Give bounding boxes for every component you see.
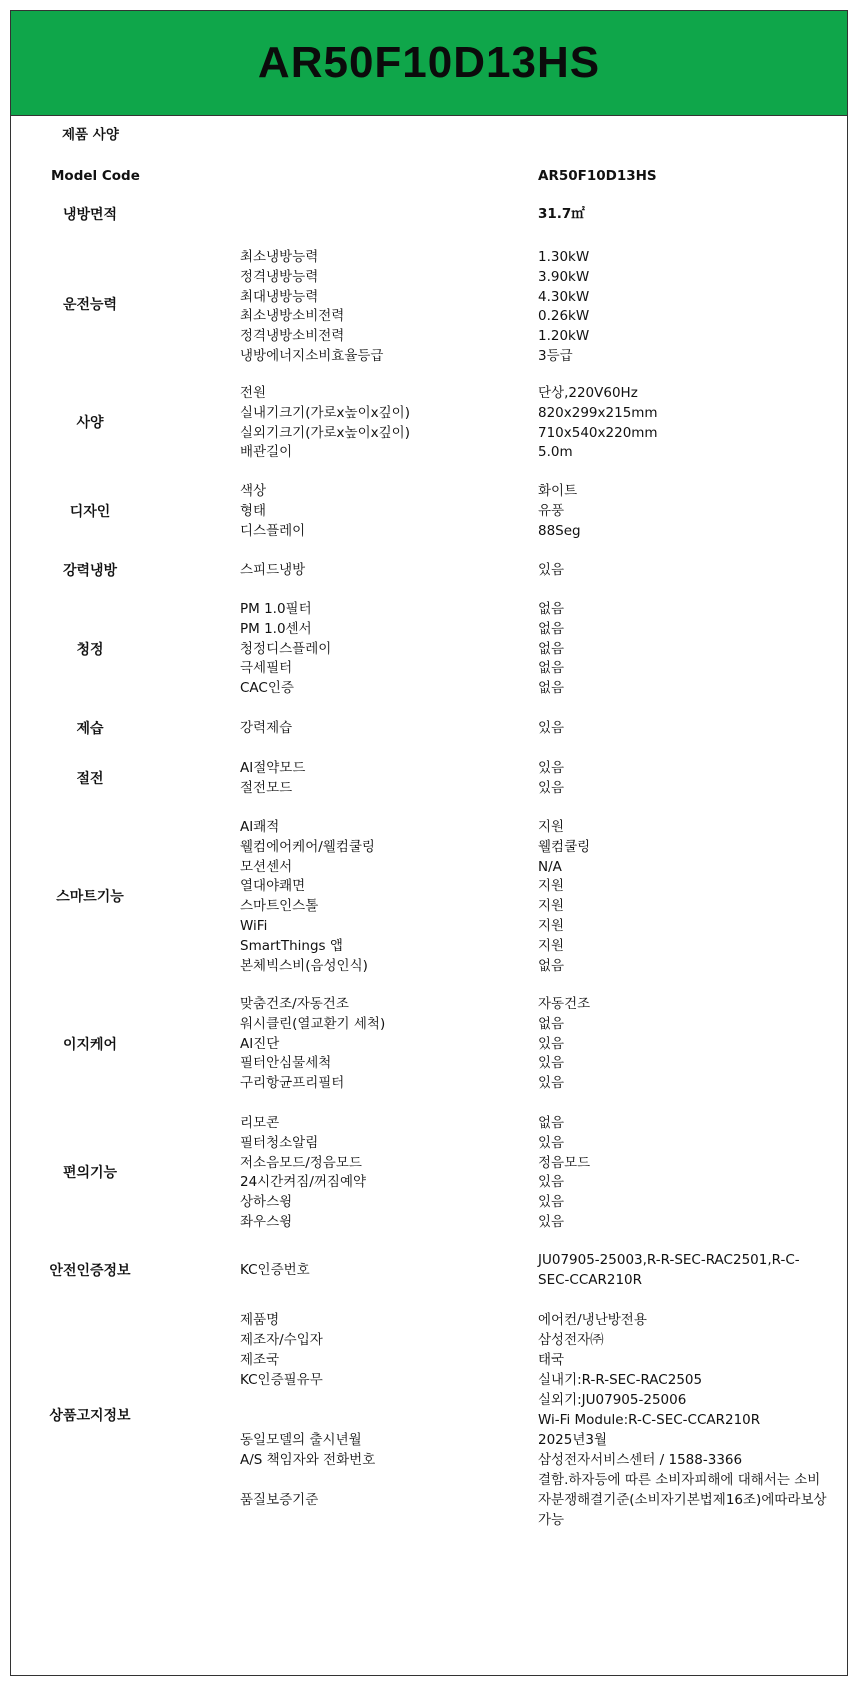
spec-key: 스마트인스톨	[240, 898, 319, 914]
spec-key: 워시클린(열교환기 세척)	[240, 1016, 386, 1032]
model-code-label: Model Code	[51, 168, 140, 184]
safety-key: KC인증번호	[240, 1262, 310, 1278]
page-title: AR50F10D13HS	[257, 38, 601, 87]
spec-key: 실외기크기(가로x높이x깊이)	[240, 425, 410, 441]
spec-value: 없음	[538, 680, 565, 696]
spec-value: 없음	[538, 958, 565, 974]
spec-key: AI진단	[240, 1036, 280, 1052]
category-powerful: 강력냉방	[62, 563, 118, 579]
notice-label: 상품고지정보	[49, 1408, 131, 1424]
spec-key: 스피드냉방	[240, 562, 306, 578]
safety-value: JU07905-25003,R-R-SEC-RAC2501,R-C-SEC-CCAR210R	[538, 1252, 800, 1288]
spec-value: 5.0m	[538, 444, 573, 460]
spec-value: 있음	[538, 1214, 565, 1230]
model-code-value: AR50F10D13HS	[538, 168, 657, 184]
notice-value-kc-wifi: Wi-Fi Module:R-C-SEC-CCAR210R	[538, 1412, 761, 1428]
notice-key-name: 제품명	[240, 1312, 280, 1328]
spec-key: 전원	[240, 385, 267, 401]
notice-value-name: 에어컨/냉난방전용	[538, 1312, 647, 1328]
spec-key: WiFi	[240, 918, 268, 934]
spec-key: 배관길이	[240, 444, 293, 460]
spec-key: AI절약모드	[240, 760, 306, 776]
spec-key: SmartThings 앱	[240, 938, 343, 954]
spec-key: 모션센서	[240, 859, 293, 875]
spec-key: 맞춤건조/자동건조	[240, 996, 349, 1012]
header-banner	[11, 11, 847, 116]
spec-value: 있음	[538, 1194, 565, 1210]
category-dehumid: 제습	[76, 721, 104, 737]
notice-value-kc-indoor: 실내기:R-R-SEC-RAC2505	[538, 1372, 703, 1388]
notice-value-country: 태국	[538, 1352, 565, 1368]
category-clean: 청정	[76, 642, 104, 658]
spec-key: 저소음모드/정음모드	[240, 1155, 362, 1171]
spec-value: 웰컴쿨링	[538, 839, 591, 855]
spec-value: 단상,220V60Hz	[538, 385, 638, 401]
spec-key: 본체빅스비(음성인식)	[240, 958, 368, 974]
spec-key: 필터안심물세척	[240, 1055, 332, 1071]
notice-value-warranty: 결함.하자등에 따른 소비자피해에 대해서는 소비자분쟁해결기준(소비자기본법제16조)에따라보상가능	[538, 1472, 827, 1528]
spec-key: AI쾌적	[240, 819, 280, 835]
safety-label: 안전인증정보	[49, 1263, 131, 1279]
spec-value: 있음	[538, 1036, 565, 1052]
spec-value: 있음	[538, 780, 565, 796]
spec-value: 1.20kW	[538, 328, 590, 344]
spec-value: 지원	[538, 819, 565, 835]
section-heading: 제품 사양	[62, 127, 119, 143]
category-convenience: 편의기능	[62, 1165, 118, 1181]
spec-value: 있음	[538, 1075, 565, 1091]
cooling-area-label: 냉방면적	[62, 207, 118, 223]
spec-value: 화이트	[538, 483, 578, 499]
notice-key-maker: 제조자/수입자	[240, 1332, 323, 1348]
spec-key: 디스플레이	[240, 523, 306, 539]
spec-value: 없음	[538, 660, 565, 676]
spec-value: 없음	[538, 621, 565, 637]
spec-value: 없음	[538, 641, 565, 657]
notice-value-as: 삼성전자서비스센터 / 1588-3366	[538, 1452, 743, 1468]
spec-value: 3.90kW	[538, 269, 590, 285]
spec-value: 지원	[538, 898, 565, 914]
spec-key: 색상	[240, 483, 267, 499]
spec-key: CAC인증	[240, 680, 294, 696]
spec-key: 필터청소알림	[240, 1135, 319, 1151]
spec-value: 없음	[538, 1016, 565, 1032]
spec-key: 최대냉방능력	[240, 289, 319, 305]
spec-key: 24시간켜짐/꺼짐예약	[240, 1174, 367, 1190]
spec-value: 유풍	[538, 503, 565, 519]
category-design: 디자인	[69, 504, 111, 520]
spec-value: 있음	[538, 562, 565, 578]
spec-value: 1.30kW	[538, 249, 590, 265]
spec-key: 상하스윙	[240, 1194, 293, 1210]
spec-value: 0.26kW	[538, 308, 590, 324]
spec-key: 절전모드	[240, 780, 293, 796]
spec-value: 있음	[538, 1055, 565, 1071]
spec-value: 지원	[538, 918, 565, 934]
spec-value: 있음	[538, 720, 565, 736]
spec-value: 없음	[538, 601, 565, 617]
spec-key: 청정디스플레이	[240, 641, 332, 657]
spec-value: 지원	[538, 938, 565, 954]
spec-value: 3등급	[538, 348, 573, 364]
spec-key: 구리항균프리필터	[240, 1075, 345, 1091]
category-operation: 운전능력	[62, 297, 118, 313]
spec-value: 있음	[538, 1135, 565, 1151]
spec-key: 열대야쾌면	[240, 878, 306, 894]
spec-key: 최소냉방능력	[240, 249, 319, 265]
notice-value-kc-outdoor: 실외기:JU07905-25006	[538, 1392, 687, 1408]
spec-key: 강력제습	[240, 720, 293, 736]
spec-value: 없음	[538, 1115, 565, 1131]
spec-key: 최소냉방소비전력	[240, 308, 345, 324]
notice-value-release: 2025년3월	[538, 1432, 608, 1448]
spec-value: 710x540x220mm	[538, 425, 658, 441]
spec-key: PM 1.0센서	[240, 621, 312, 637]
notice-key-country: 제조국	[240, 1352, 280, 1368]
spec-key: 좌우스윙	[240, 1214, 293, 1230]
spec-key: 냉방에너지소비효율등급	[240, 348, 384, 364]
spec-value: 지원	[538, 878, 565, 894]
spec-value: 있음	[538, 1174, 565, 1190]
notice-key-release: 동일모델의 출시년월	[240, 1432, 362, 1448]
spec-key: 실내기크기(가로x높이x깊이)	[240, 405, 410, 421]
spec-key: 리모콘	[240, 1115, 280, 1131]
spec-key: 극세필터	[240, 660, 293, 676]
spec-value: 820x299x215mm	[538, 405, 658, 421]
spec-key: 형태	[240, 503, 267, 519]
cooling-area-value: 31.7㎡	[538, 206, 585, 222]
category-smart: 스마트기능	[56, 889, 124, 905]
spec-key: 정격냉방능력	[240, 269, 319, 285]
spec-value: 4.30kW	[538, 289, 590, 305]
spec-value: 정음모드	[538, 1155, 591, 1171]
category-easycare: 이지케어	[62, 1037, 118, 1053]
notice-key-warranty: 품질보증기준	[240, 1492, 319, 1508]
category-spec: 사양	[76, 415, 104, 431]
spec-key: PM 1.0필터	[240, 601, 312, 617]
spec-key: 웰컴에어케어/웰컴쿨링	[240, 839, 375, 855]
spec-key: 정격냉방소비전력	[240, 328, 345, 344]
notice-key-kc: KC인증필유무	[240, 1372, 323, 1388]
spec-value: 88Seg	[538, 523, 581, 539]
spec-value: 있음	[538, 760, 565, 776]
spec-value: 자동건조	[538, 996, 591, 1012]
spec-value: N/A	[538, 859, 562, 875]
category-saving: 절전	[76, 771, 104, 787]
notice-key-as: A/S 책임자와 전화번호	[240, 1452, 376, 1468]
notice-value-maker: 삼성전자㈜	[538, 1332, 604, 1348]
